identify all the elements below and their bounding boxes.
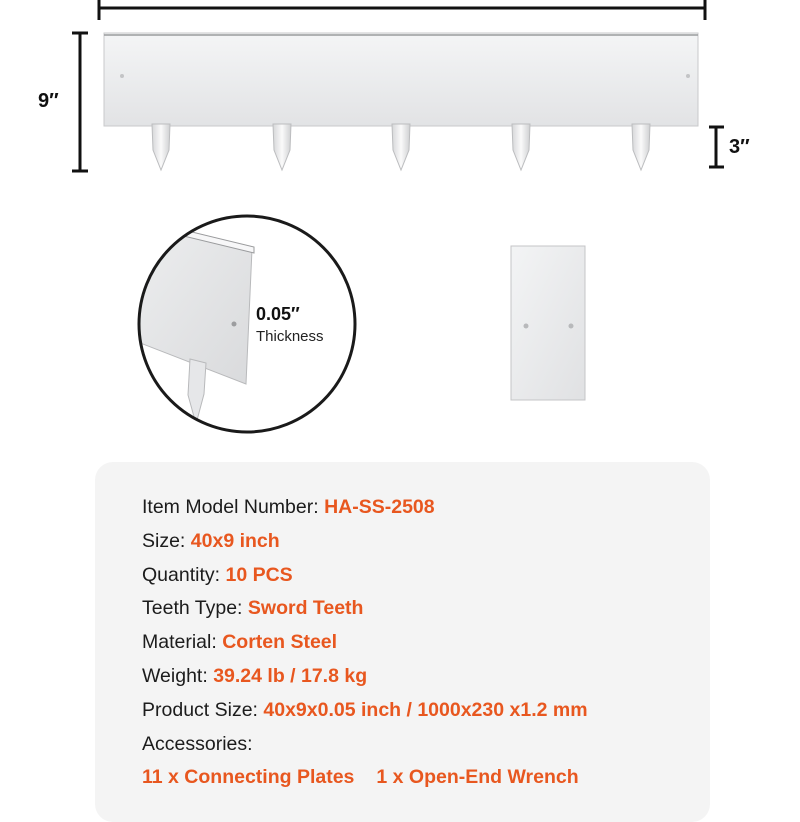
accessory-item: 1 x Open-End Wrench xyxy=(376,766,579,788)
spec-teeth-type xyxy=(142,597,363,620)
width-dimension-line xyxy=(0,0,800,30)
spec-label: Quantity: xyxy=(142,564,226,586)
height-label: 9′′ xyxy=(38,90,59,112)
spec-model xyxy=(142,496,435,519)
spec-label: Item Model Number: xyxy=(142,496,325,518)
teeth-label: 3′′ xyxy=(729,136,750,158)
spec-value: 40x9 inch xyxy=(190,530,280,552)
spec-value: 10 PCS xyxy=(225,564,293,586)
spec-label: Teeth Type: xyxy=(142,597,248,619)
spec-value: Sword Teeth xyxy=(247,597,364,619)
accessories-label: Accessories: xyxy=(142,733,253,755)
accessory-item: 11 x Connecting Plates xyxy=(142,766,355,788)
thickness-value: 0.05′′ xyxy=(256,304,300,324)
spec-value: Corten Steel xyxy=(222,631,338,653)
spec-value: HA-SS-2508 xyxy=(324,496,435,518)
spec-value: 40x9x0.05 inch / 1000x230 x1.2 mm xyxy=(263,699,588,721)
edging-panel-illustration xyxy=(100,28,700,178)
connecting-plate-illustration xyxy=(508,244,588,402)
spec-quantity xyxy=(142,564,293,587)
spec-material xyxy=(142,631,337,654)
spec-label: Size: xyxy=(142,530,191,552)
spec-size xyxy=(142,530,280,553)
thickness-detail-circle xyxy=(130,209,370,439)
thickness-caption: Thickness xyxy=(256,328,324,345)
spec-product-size xyxy=(142,699,588,722)
accessories-list xyxy=(142,766,579,789)
height-dimension-line xyxy=(60,28,100,178)
spec-label: Material: xyxy=(142,631,223,653)
spec-value: 39.24 lb / 17.8 kg xyxy=(213,665,368,687)
spec-weight xyxy=(142,665,367,688)
sword-teeth xyxy=(152,124,650,170)
spec-label: Weight: xyxy=(142,665,214,687)
spec-label: Product Size: xyxy=(142,699,264,721)
